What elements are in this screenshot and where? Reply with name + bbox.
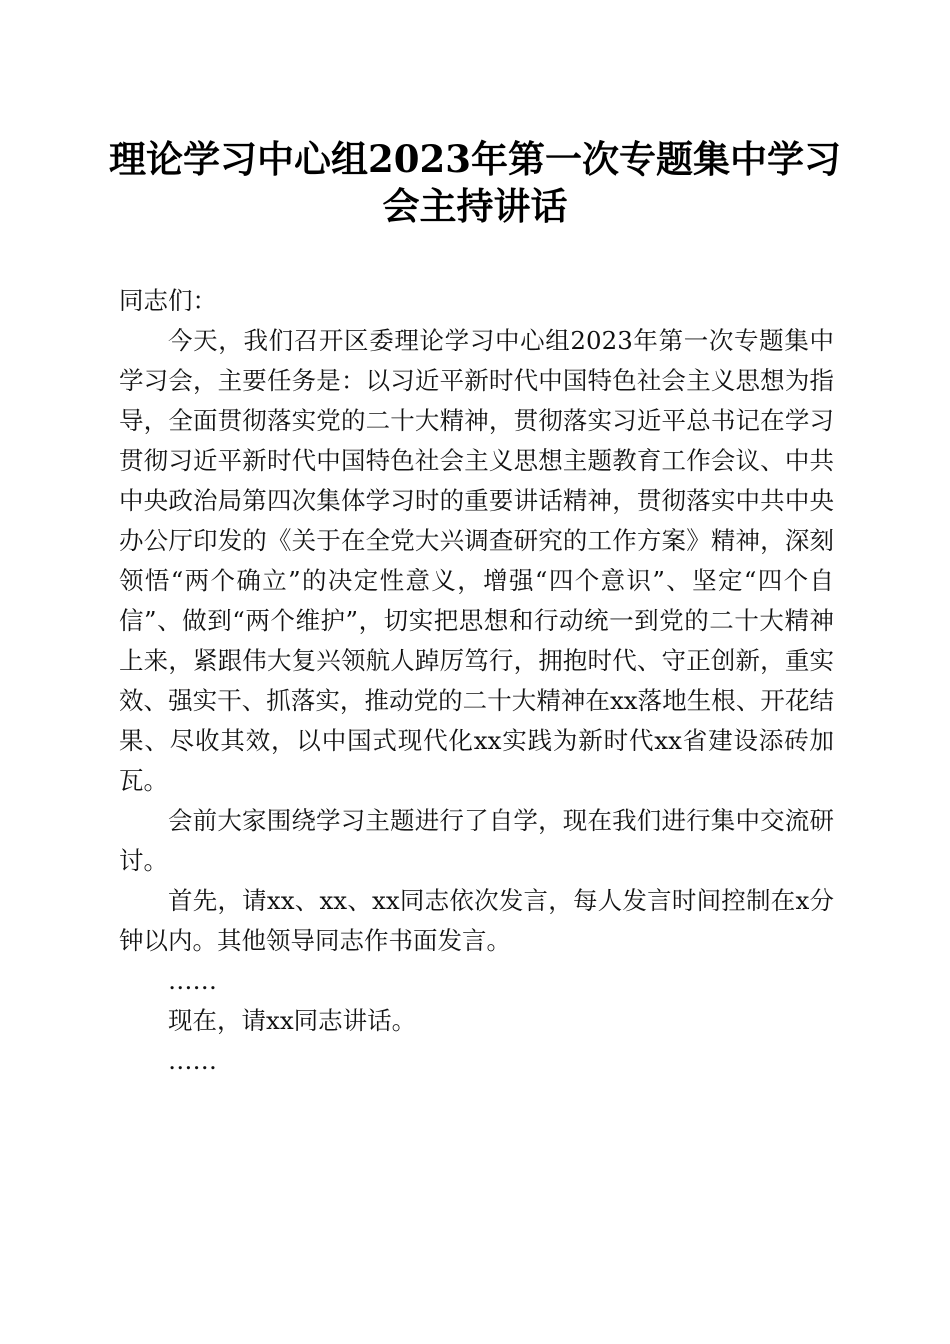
paragraph-speaking-order: 首先，请xx、xx、xx同志依次发言，每人发言时间控制在x分钟以内。其他领导同志作书面发言。	[119, 886, 834, 955]
title-line-1: 理论学习中心组2023年第一次专题集中学习	[109, 137, 841, 181]
paragraph-intro: 今天，我们召开区委理论学习中心组2023年第一次专题集中学习会，主要任务是：以习近平新时代中国特色社会主义思想为指导，全面贯彻落实党的二十大精神，贯彻落实习近平总书记在学习贯彻习近平新时代中国特色社会主义思想主题教育工作会议、中共中央政治局第四次集体学习时的重要讲话精神，贯彻落实中共中央办公厅印发的《关于在全党大兴调查研究的工作方案》精神，深刻领悟“两个确立”的决定性意义，增强“四个意识”、坚定“四个自信”、做到“两个维护”，切实把思想和行动统一到党的二十大精神上来，紧跟伟大复兴领航人踔厉笃行，拥抱时代、守正创新，重实效、强实干、抓落实，推动党的二十大精神在xx落地生根、开花结果、尽收其效，以中国式现代化xx实践为新时代xx省建设添砖加瓦。	[119, 326, 834, 795]
ellipsis-1: ……	[168, 966, 217, 995]
paragraph-invite-speech: 现在，请xx同志讲话。	[168, 1006, 417, 1035]
document-body	[119, 281, 834, 1081]
title-line-2: 会主持讲话	[382, 184, 568, 228]
greeting: 同志们：	[119, 286, 217, 315]
document-title	[100, 136, 850, 230]
paragraph-self-study: 会前大家围绕学习主题进行了自学，现在我们进行集中交流研讨。	[119, 806, 834, 875]
ellipsis-2: ……	[168, 1046, 217, 1075]
